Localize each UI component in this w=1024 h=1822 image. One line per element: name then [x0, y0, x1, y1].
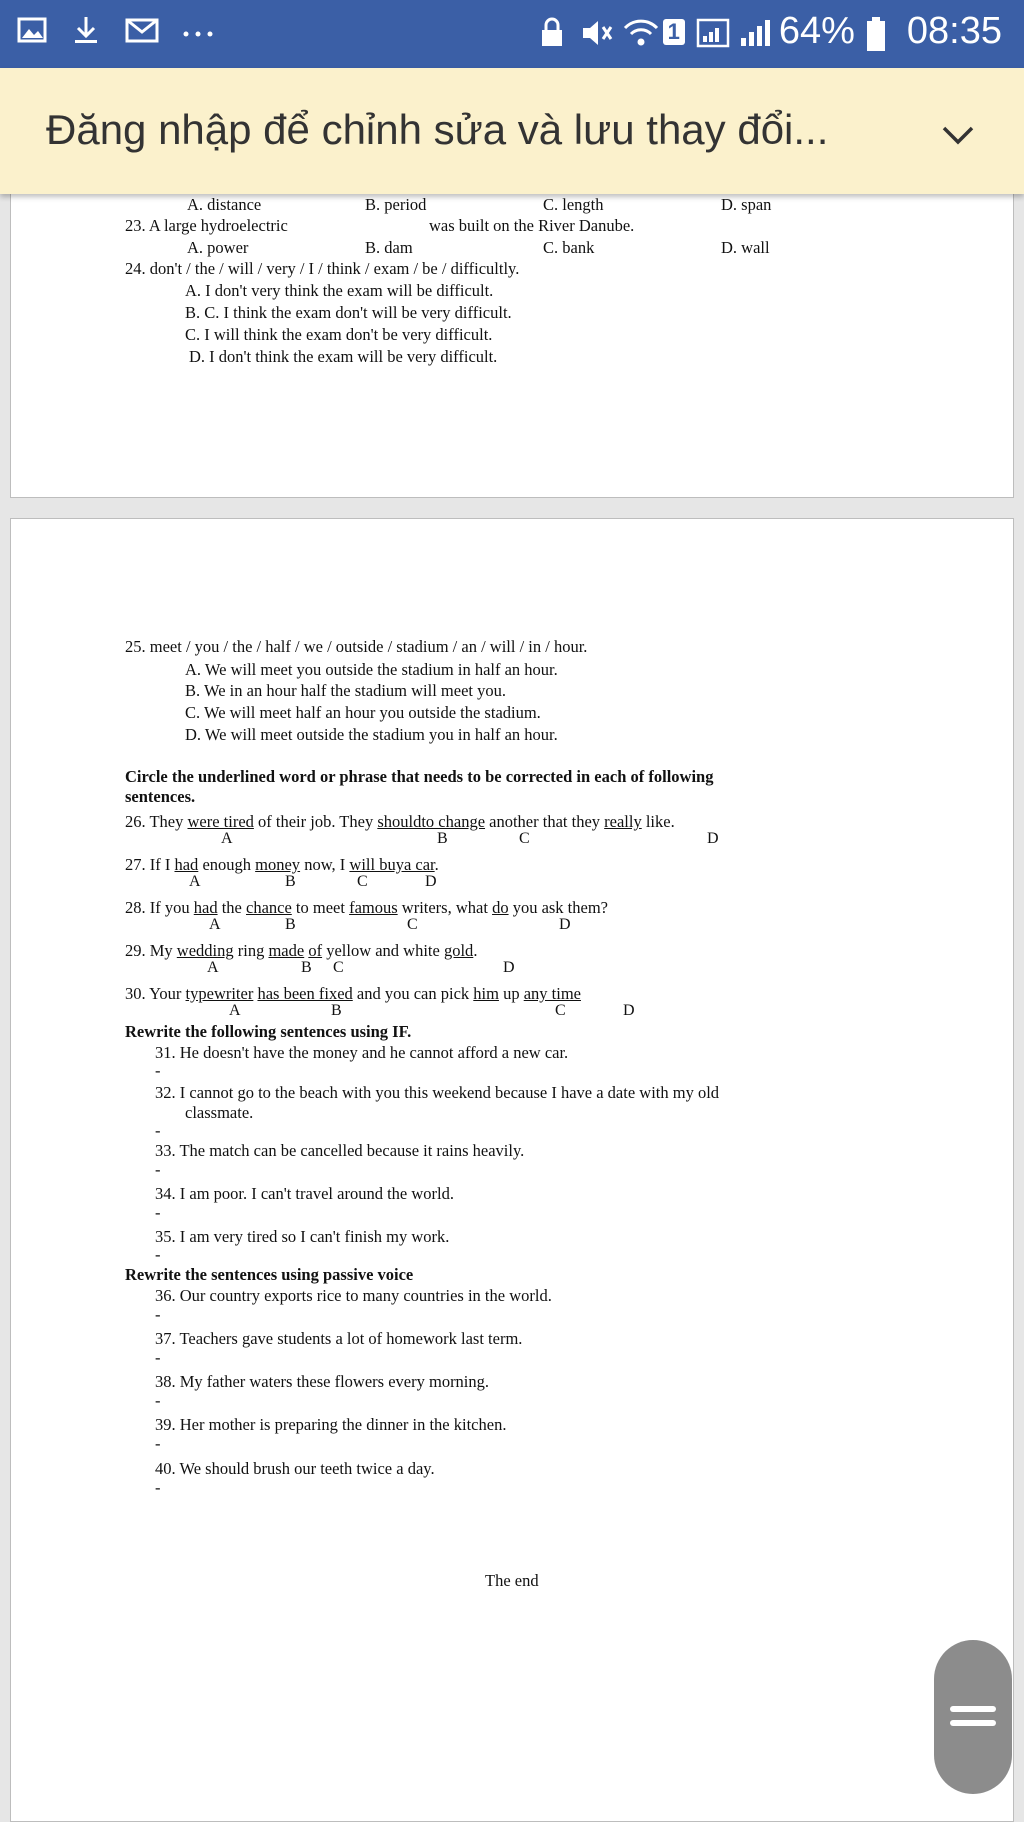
- passive-item-36: 36. Our country exports rice to many countries in the world.: [155, 1286, 552, 1305]
- sim-badge: 1: [663, 19, 685, 45]
- q27-label-d: D: [425, 873, 437, 890]
- q29-label-a: A: [207, 959, 219, 976]
- q28-label-c: C: [407, 916, 418, 933]
- lock-icon: [537, 16, 569, 48]
- q25-option-d: D. We will meet outside the stadium you in half an hour.: [185, 725, 558, 744]
- q28-sentence: 28. If you had the chance to meet famous writers, what do you ask them?: [125, 898, 608, 917]
- fast-scroll-handle[interactable]: [934, 1640, 1012, 1794]
- q28-label-d: D: [559, 916, 571, 933]
- if-item-34: 34. I am poor. I can't travel around the world.: [155, 1184, 454, 1203]
- q24-option-a: A. I don't very think the exam will be difficult.: [185, 281, 494, 300]
- image-notification-icon: [16, 14, 48, 46]
- q26-sentence: 26. They were tired of their job. They shouldto change another that they really like.: [125, 812, 675, 831]
- blank-line: -: [155, 1121, 161, 1140]
- q29-label-c: C: [333, 959, 344, 976]
- q23-option-b: B. dam: [365, 238, 413, 257]
- the-end-label: The end: [485, 1571, 539, 1590]
- download-icon: [70, 14, 102, 46]
- if-item-31: 31. He doesn't have the money and he cannot afford a new car.: [155, 1043, 569, 1062]
- wifi-icon: [621, 16, 653, 48]
- mail-icon: [124, 14, 156, 46]
- passive-item-40: 40. We should brush our teeth twice a day.: [155, 1459, 435, 1478]
- q26-label-c: C: [519, 830, 530, 847]
- battery-icon: [865, 16, 897, 48]
- sign-in-banner[interactable]: [0, 68, 1024, 194]
- q23-option-c: C. bank: [543, 238, 595, 257]
- q24-option-b: B. C. I think the exam don't will be very difficult.: [185, 303, 512, 322]
- q25-option-a: A. We will meet you outside the stadium in half an hour.: [185, 660, 558, 679]
- q25-stem: 25. meet / you / the / half / we / outside / stadium / an / will / in / hour.: [125, 637, 588, 656]
- clock: 08:35: [906, 10, 1002, 52]
- blank-line: -: [155, 1478, 161, 1497]
- if-section-heading: Rewrite the following sentences using IF.: [125, 1022, 412, 1041]
- document-page-1: [10, 150, 1014, 498]
- blank-line: -: [155, 1391, 161, 1410]
- blank-line: -: [155, 1348, 161, 1367]
- q22-option-d: D. span: [721, 195, 772, 214]
- q29-label-d: D: [503, 959, 515, 976]
- status-bar: [0, 0, 1024, 68]
- q24-option-c: C. I will think the exam don't be very difficult.: [185, 325, 493, 344]
- q27-label-b: B: [285, 873, 296, 890]
- signal-sim1-icon: [695, 16, 727, 48]
- blank-line: -: [155, 1203, 161, 1222]
- q26-label-b: B: [437, 830, 448, 847]
- scroll-grip-line: [950, 1720, 996, 1726]
- q28-label-a: A: [209, 916, 221, 933]
- q29-label-b: B: [301, 959, 312, 976]
- q30-label-c: C: [555, 1002, 566, 1019]
- passive-section-heading: Rewrite the sentences using passive voice: [125, 1265, 414, 1284]
- q30-label-a: A: [229, 1002, 241, 1019]
- signal-sim2-icon: [737, 16, 769, 48]
- q26-underline-a: were tired: [187, 812, 254, 831]
- q24-stem: 24. don't / the / will / very / I / think / exam / be / difficultly.: [125, 259, 520, 278]
- q22-option-b: B. period: [365, 195, 427, 214]
- blank-line: -: [155, 1061, 161, 1080]
- q23-stem-start: 23. A large hydroelectric: [125, 216, 288, 235]
- sign-in-message[interactable]: Đăng nhập để chỉnh sửa và lưu thay đổi...: [46, 106, 829, 153]
- passive-item-38: 38. My father waters these flowers every morning.: [155, 1372, 490, 1391]
- mute-icon: [579, 16, 611, 48]
- q26-label-a: A: [221, 830, 233, 847]
- passive-item-37: 37. Teachers gave students a lot of homework last term.: [155, 1329, 523, 1348]
- q29-sentence: 29. My wedding ring made of yellow and white gold.: [125, 941, 478, 960]
- q26-label-d: D: [707, 830, 719, 847]
- q22-option-c: C. length: [543, 195, 604, 214]
- q23-option-a: A. power: [187, 238, 249, 257]
- q27-label-a: A: [189, 873, 201, 890]
- q27-sentence: 27. If I had enough money now, I will buya car.: [125, 855, 439, 874]
- if-item-32-cont: classmate.: [185, 1103, 254, 1122]
- error-section-heading-cont: sentences.: [125, 787, 196, 806]
- error-section-heading: Circle the underlined word or phrase that needs to be corrected in each of following: [125, 767, 714, 786]
- q23-stem-end: was built on the River Danube.: [429, 216, 635, 235]
- q23-option-d: D. wall: [721, 238, 770, 257]
- scroll-grip-line: [950, 1706, 996, 1712]
- blank-line: -: [155, 1160, 161, 1179]
- blank-line: -: [155, 1305, 161, 1324]
- passive-item-39: 39. Her mother is preparing the dinner in the kitchen.: [155, 1415, 507, 1434]
- blank-line: -: [155, 1434, 161, 1453]
- q24-option-d: D. I don't think the exam will be very difficult.: [189, 347, 498, 366]
- battery-percent: 64%: [778, 10, 855, 52]
- q25-option-b: B. We in an hour half the stadium will meet you.: [185, 681, 506, 700]
- if-item-35: 35. I am very tired so I can't finish my work.: [155, 1227, 450, 1246]
- chevron-down-icon[interactable]: [938, 114, 978, 154]
- q30-sentence: 30. Your typewriter has been fixed and you can pick him up any time: [125, 984, 581, 1003]
- q25-option-c: C. We will meet half an hour you outside the stadium.: [185, 703, 541, 722]
- if-item-33: 33. The match can be cancelled because it rains heavily.: [155, 1141, 525, 1160]
- blank-line: -: [155, 1245, 161, 1264]
- q30-label-d: D: [623, 1002, 635, 1019]
- q26-underline-bc: shouldto change: [377, 812, 486, 831]
- document-page-2: [10, 518, 1014, 1822]
- q26-underline-d: really: [604, 812, 642, 831]
- if-item-32: 32. I cannot go to the beach with you this weekend because I have a date with my old: [155, 1083, 720, 1102]
- more-notifications-icon: [178, 14, 210, 46]
- q30-label-b: B: [331, 1002, 342, 1019]
- q27-label-c: C: [357, 873, 368, 890]
- q28-label-b: B: [285, 916, 296, 933]
- q22-option-a: A. distance: [187, 195, 262, 214]
